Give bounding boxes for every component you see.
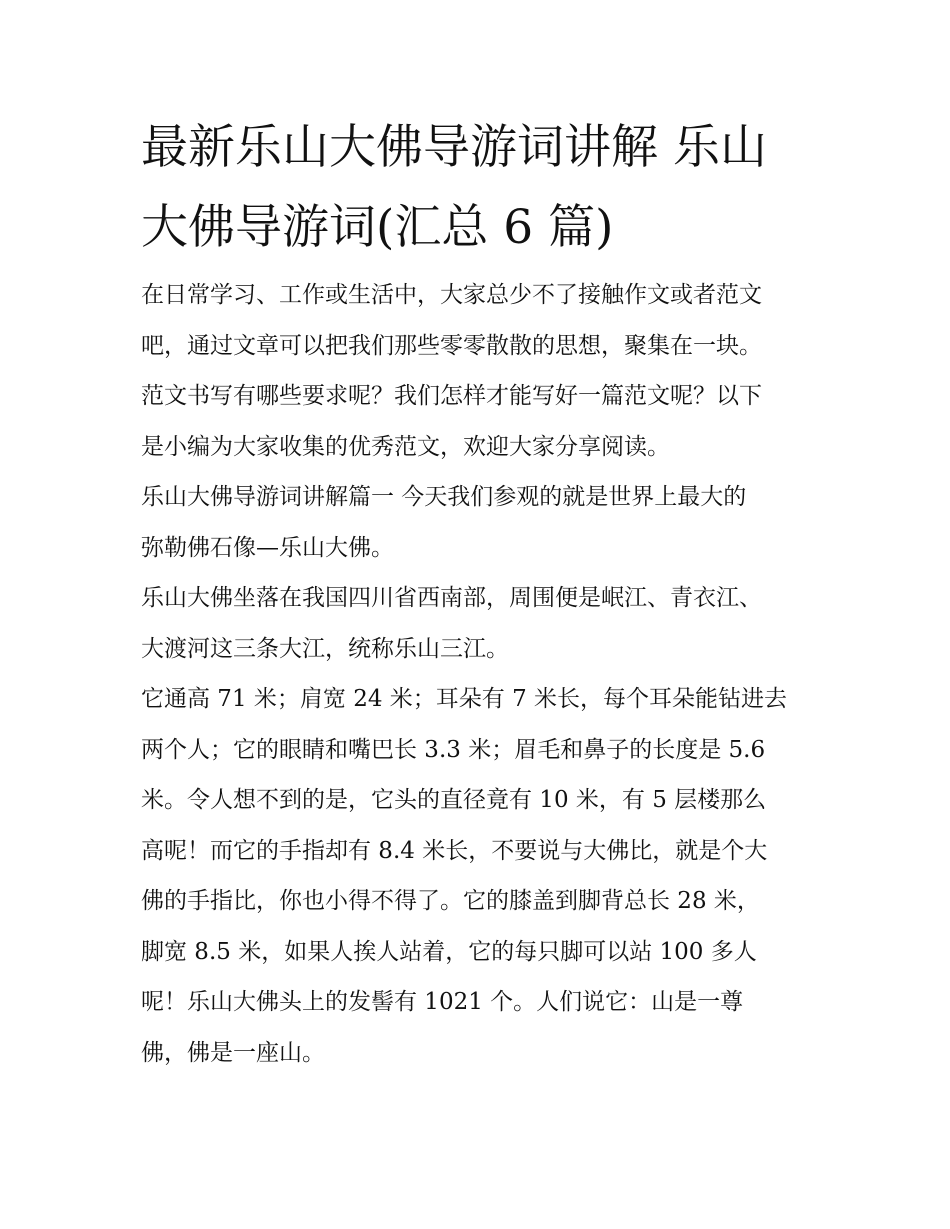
text-line: 佛的手指比，你也小得不得了。它的膝盖到脚背总长 28 米， [141,888,760,914]
text-line: 两个人；它的眼睛和嘴巴长 3.3 米；眉毛和鼻子的长度是 5.6 [141,736,766,763]
text-line: 是小编为大家收集的优秀范文，欢迎大家分享阅读。 [141,433,670,460]
paragraph-section-one [141,472,821,573]
text-line: 乐山大佛坐落在我国四川省西南部，周围便是岷江、青衣江、 [141,585,762,611]
text-line: 高呢！而它的手指却有 8.4 米长，不要说与大佛比，就是个大 [141,837,768,864]
paragraph-location [141,573,821,674]
text-line: 它通高 71 米；肩宽 24 米；耳朵有 7 米长，每个耳朵能钻进去 [141,686,788,712]
text-line: 弥勒佛石像—乐山大佛。 [141,534,394,561]
document-body [141,270,821,1078]
title-line-2: 大佛导游词(汇总 6 篇) [141,200,614,255]
paragraph-dimensions [141,674,821,1078]
text-line: 呢！乐山大佛头上的发髻有 1021 个。人们说它：山是一尊 [141,989,744,1015]
text-line: 脚宽 8.5 米，如果人挨人站着，它的每只脚可以站 100 多人 [141,938,757,965]
text-line: 乐山大佛导游词讲解篇一 今天我们参观的就是世界上最大的 [141,484,747,510]
text-line: 范文书写有哪些要求呢？我们怎样才能写好一篇范文呢？以下 [141,383,762,409]
paragraph-intro [141,270,821,472]
title-line-1: 最新乐山大佛导游词讲解 乐山 [141,120,767,175]
text-line: 吧，通过文章可以把我们那些零零散散的思想，聚集在一块。 [141,332,762,359]
document-content [141,108,821,1078]
text-line: 米。令人想不到的是，它头的直径竟有 10 米，有 5 层楼那么 [141,787,767,813]
text-line: 大渡河这三条大江，统称乐山三江。 [141,635,509,662]
document-title [141,108,821,268]
text-line: 在日常学习、工作或生活中，大家总少不了接触作文或者范文 [141,282,762,308]
text-line: 佛，佛是一座山。 [141,1039,325,1066]
